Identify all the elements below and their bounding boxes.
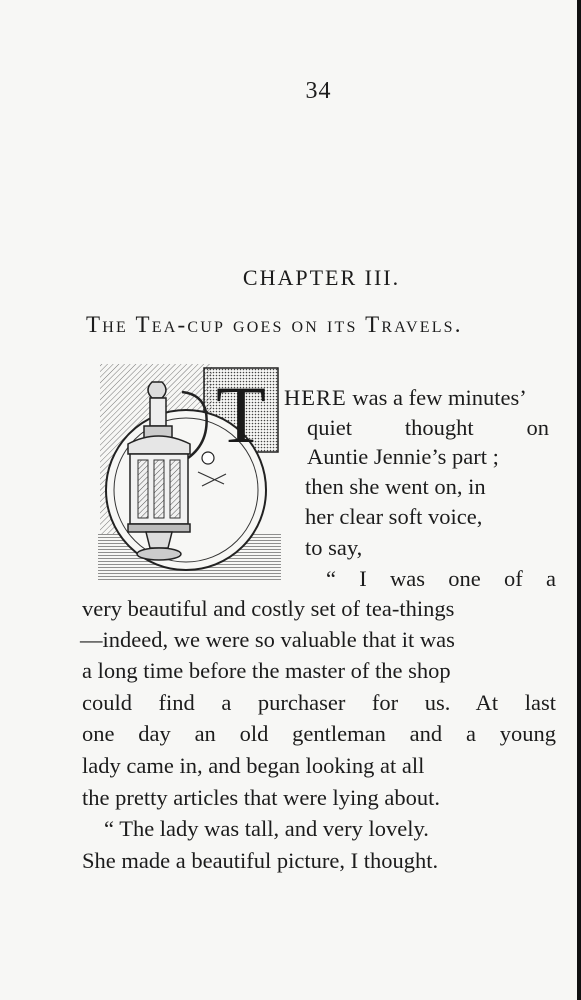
text-line-15: “ The lady was tall, and very lovely. xyxy=(104,816,429,841)
text-line-10: a long time before the master of the shop xyxy=(82,658,451,683)
drop-cap-letter: T xyxy=(215,369,267,460)
text-line-16: She made a beautiful picture, I thought. xyxy=(82,848,439,873)
text-line-4: then she went on, in xyxy=(305,474,486,499)
chapter-title: The Tea-cup goes on its Travels. xyxy=(86,312,463,337)
text-line-11: could find a purchaser for us. At last xyxy=(82,690,556,715)
chapter-heading: CHAPTER III. xyxy=(242,265,401,290)
text-line-1 xyxy=(284,383,527,413)
text-line-12: one day an old gentleman and a young xyxy=(82,721,556,746)
ornate-vase-illustration xyxy=(98,362,281,585)
text-line-14: the pretty articles that were lying about. xyxy=(82,785,441,810)
text-line-6: to say, xyxy=(305,535,363,560)
text-line-3: Auntie Jennie’s part ; xyxy=(307,444,499,469)
text-line-7: “ I was one of a xyxy=(326,566,556,591)
text-line-2: quiet thought on xyxy=(307,415,549,440)
line-1-text: was a few minutes’ xyxy=(352,385,527,410)
text-line-13: lady came in, and began looking at all xyxy=(82,753,425,778)
opening-word-rest: HERE xyxy=(284,385,347,410)
text-line-8: very beautiful and costly set of tea-things xyxy=(82,596,455,621)
page-number: 34 xyxy=(305,78,332,104)
text-line-5: her clear soft voice, xyxy=(305,504,483,529)
text-line-9: —indeed, we were so valuable that it was xyxy=(80,627,455,652)
page-edge xyxy=(577,0,581,1000)
